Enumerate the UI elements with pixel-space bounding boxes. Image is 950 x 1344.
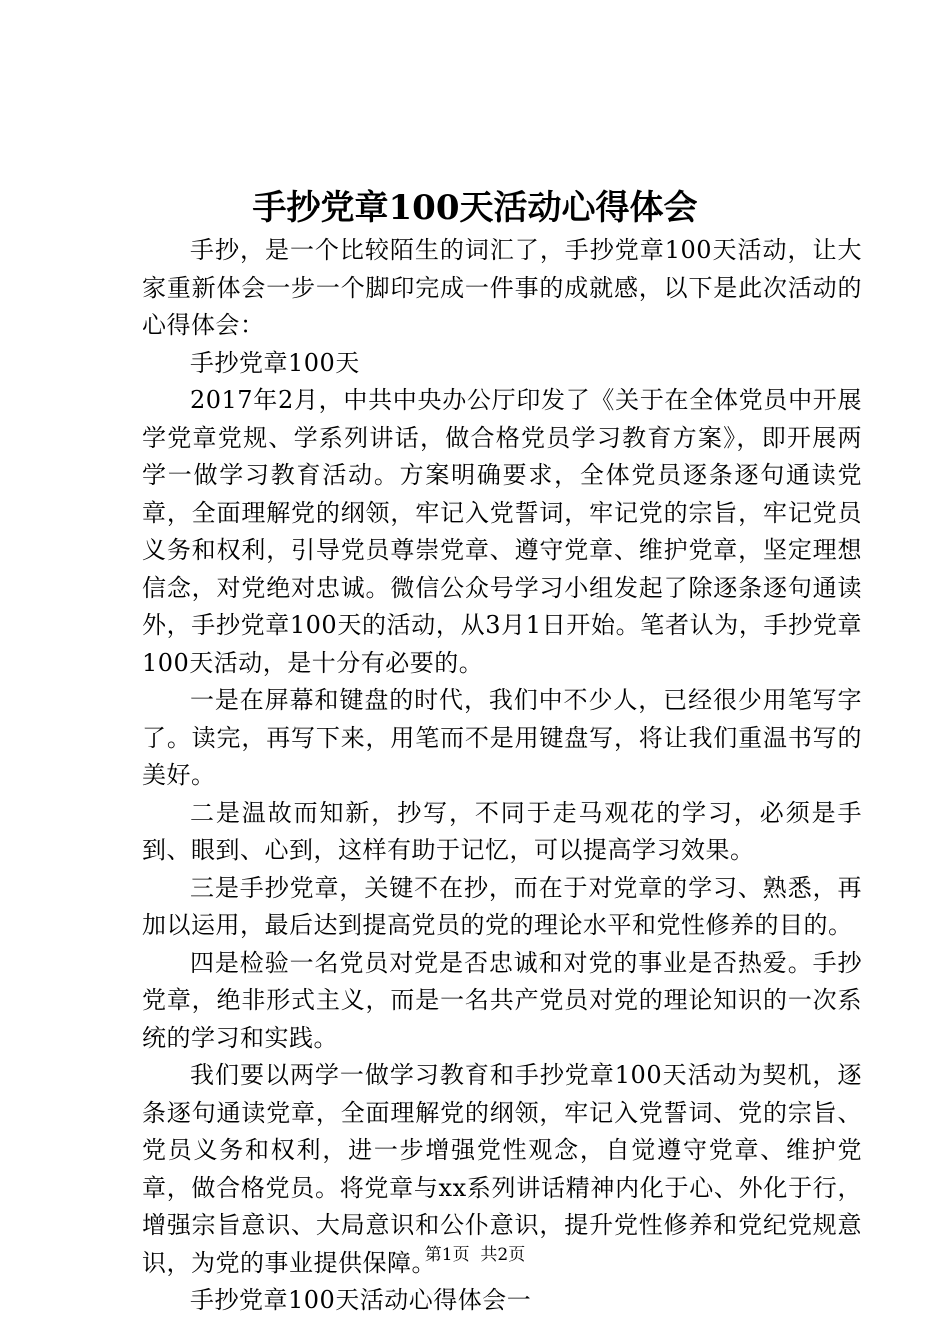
document-title: 手抄党章100天活动心得体会	[252, 188, 698, 228]
paragraph-point-four: 四是检验一名党员对党是否忠诚和对党的事业是否热爱。手抄党章，绝非形式主义，而是一名共产党员对党的理论知识的一次系统的学习和实践。	[142, 948, 862, 1052]
paragraph-background: 2017年2月，中共中央办公厅印发了《关于在全体党员中开展学党章党规、学系列讲话，做合格党员学习教育方案》，即开展两学一做学习教育活动。方案明确要求，全体党员逐条逐句通读党章，全面理解党的纲领，牢记入党誓词，牢记党的宗旨，牢记党员义务和权利，引导党员尊崇党章、遵守党章、维护党章，坚定理想信念，对党绝对忠诚。微信公众号学习小组发起了除逐条逐句通读外，手抄党章100天的活动，从3月1日开始。笔者认为，手抄党章100天活动，是十分有必要的。	[142, 386, 862, 677]
paragraph-intro: 手抄，是一个比较陌生的词汇了，手抄党章100天活动，让大家重新体会一步一个脚印完成一件事的成就感，以下是此次活动的心得体会：	[142, 236, 862, 339]
paragraph-point-one: 一是在屏幕和键盘的时代，我们中不少人，已经很少用笔写字了。读完，再写下来，用笔而不是用键盘写，将让我们重温书写的美好。	[142, 686, 862, 789]
paragraph-subheading: 手抄党章100天	[190, 348, 360, 377]
page-number-total: 共2页	[480, 1245, 526, 1265]
paragraph-point-three: 三是手抄党章，关键不在抄，而在于对党章的学习、熟悉，再加以运用，最后达到提高党员的党的理论水平和党性修养的目的。	[142, 873, 862, 939]
footer-spacer	[470, 1245, 481, 1265]
page-footer	[0, 1244, 950, 1266]
paragraph-conclusion: 我们要以两学一做学习教育和手抄党章100天活动为契机，逐条逐句通读党章，全面理解党的纲领，牢记入党誓词、党的宗旨、党员义务和权利，进一步增强党性观念，自觉遵守党章、维护党章，做合格党员。将党章与xx系列讲话精神内化于心、外化于行，增强宗旨意识、大局意识和公仆意识，提升党性修养和党纪党规意识，为党的事业提供保障。	[142, 1061, 862, 1277]
document-body	[142, 232, 862, 1320]
paragraph-point-two: 二是温故而知新，抄写，不同于走马观花的学习，必须是手到、眼到、心到，这样有助于记忆，可以提高学习效果。	[142, 798, 862, 864]
page-number-current: 第1页	[424, 1245, 470, 1265]
paragraph-next-heading: 手抄党章100天活动心得体会一	[190, 1286, 532, 1314]
